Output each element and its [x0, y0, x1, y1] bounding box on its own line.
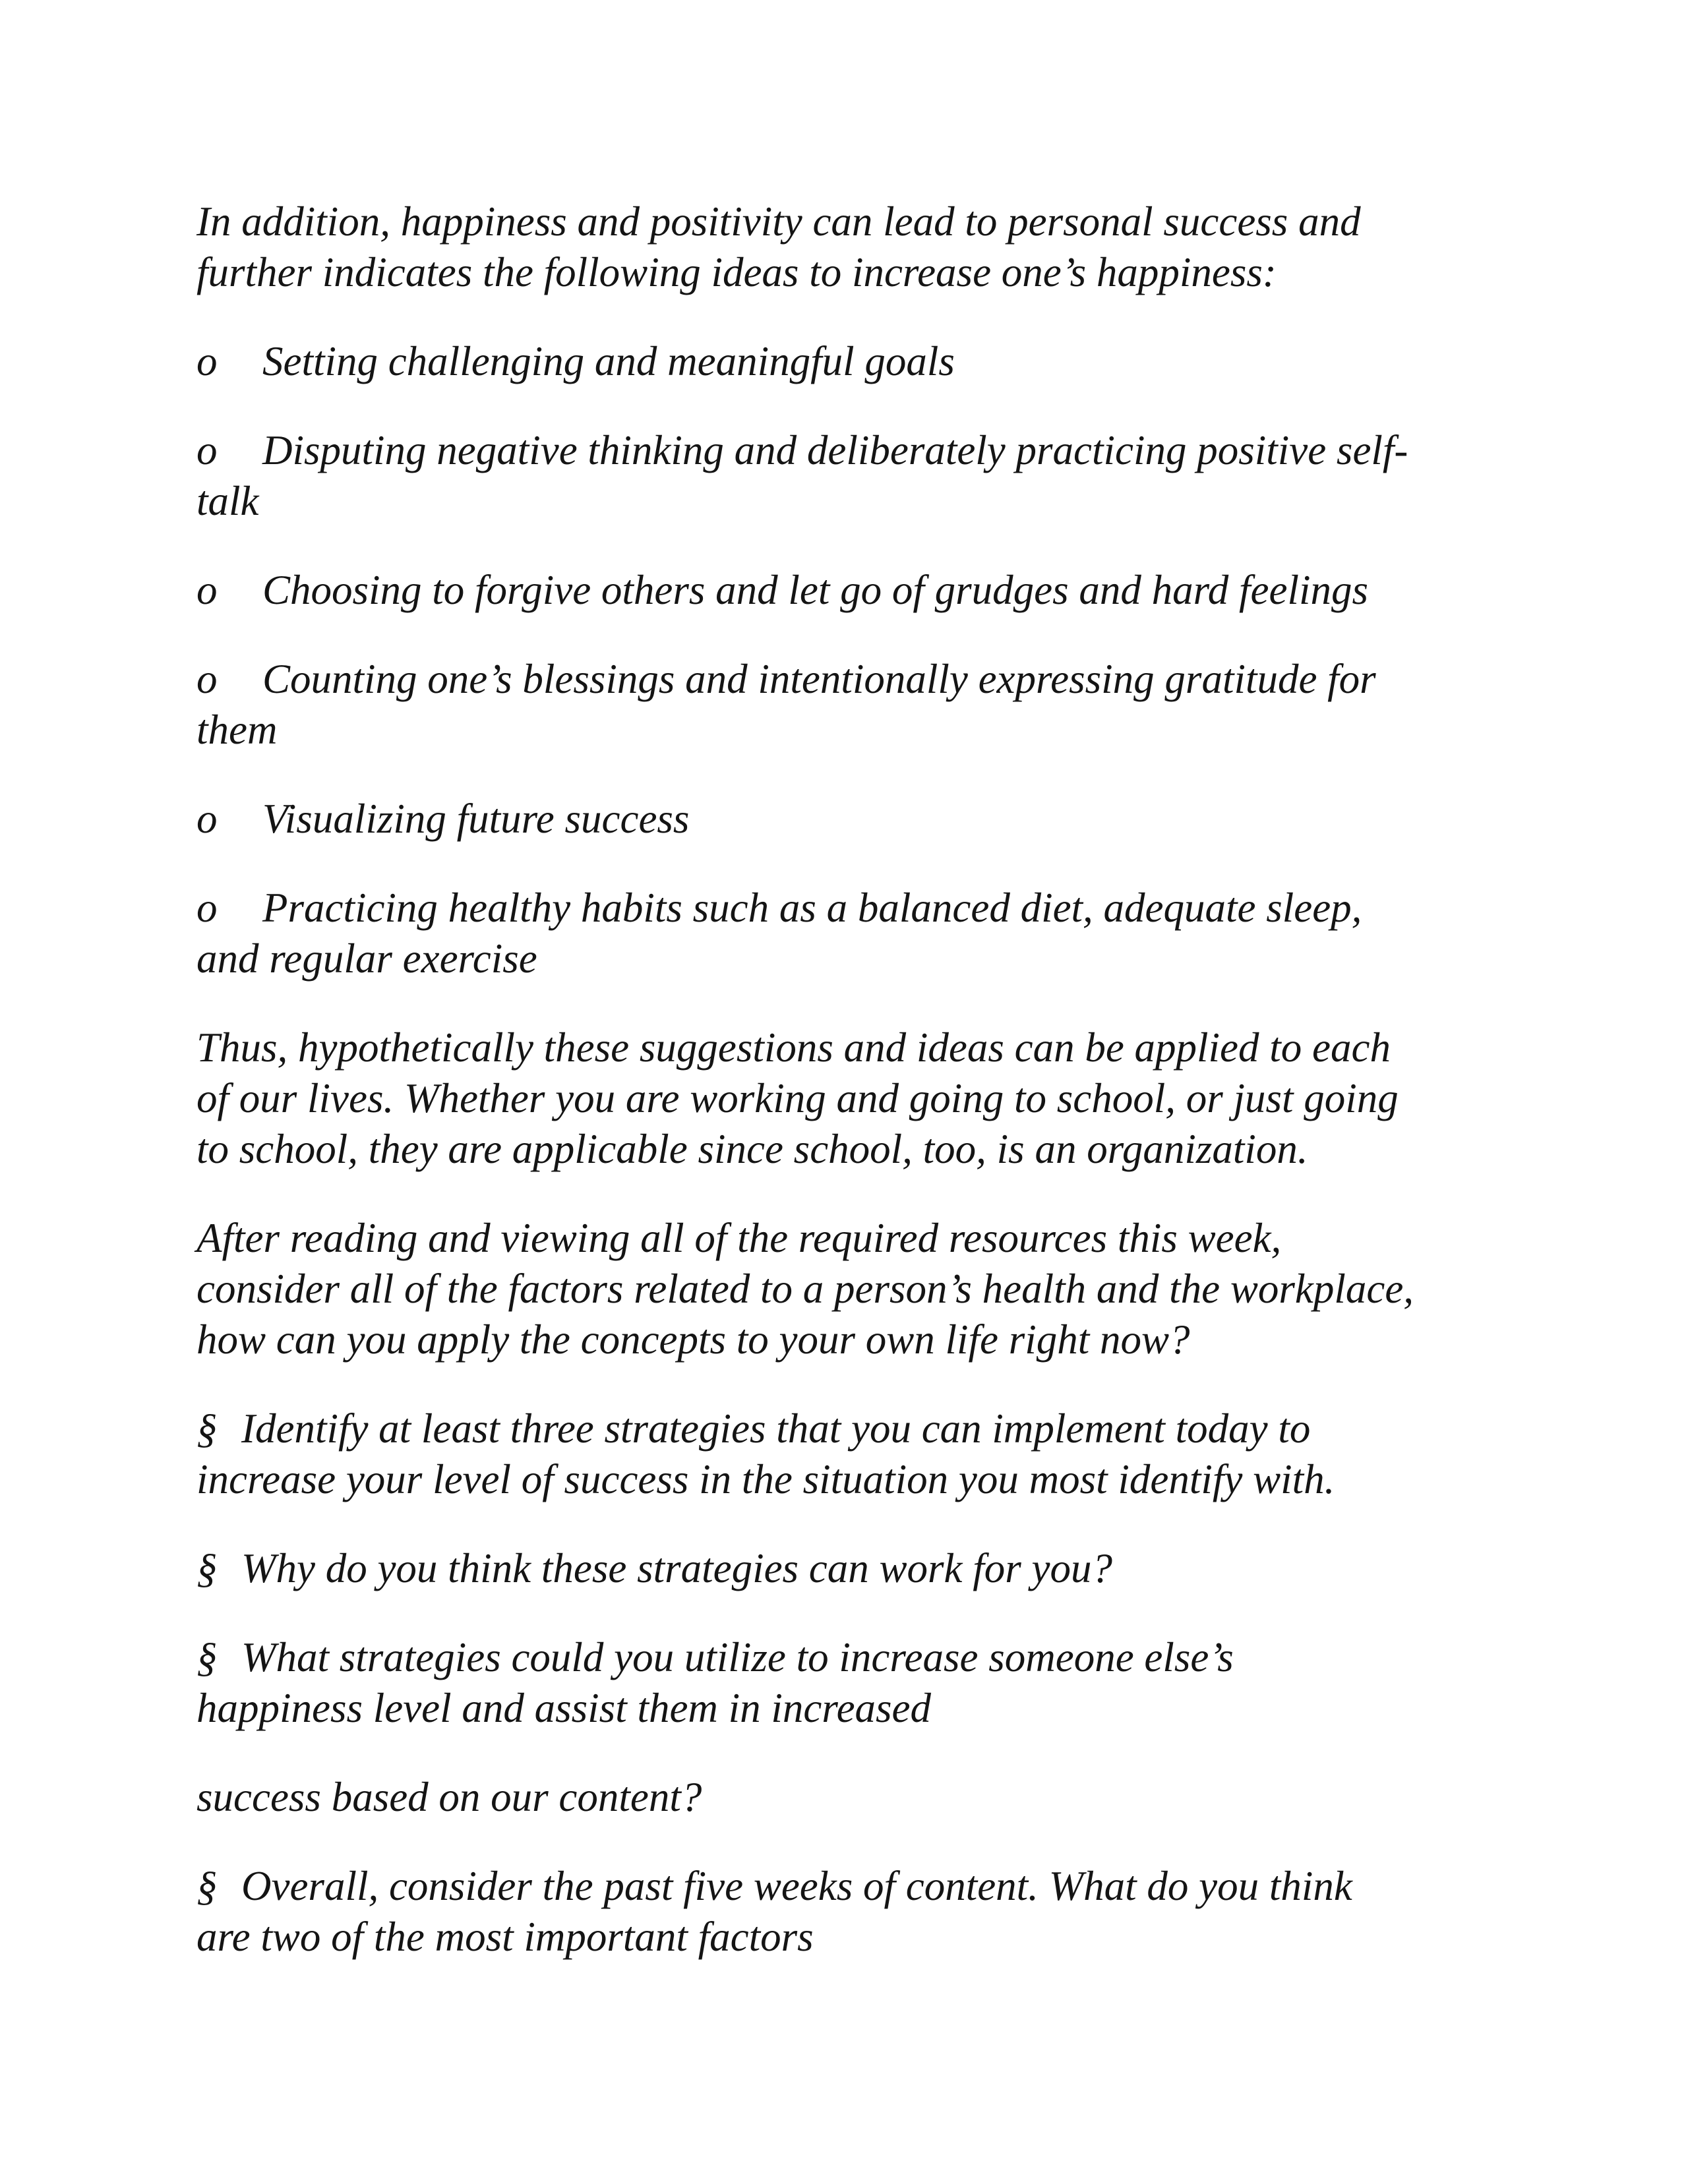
thus-line: Thus, hypothetically these suggestions and ideas can be applied to each [196, 1024, 1391, 1071]
bullet-item-forgive [196, 565, 1515, 616]
bullet-text: talk [196, 478, 259, 524]
bullet-marker: o [196, 796, 218, 842]
bullet-marker: o [196, 427, 218, 473]
intro-paragraph [196, 196, 1515, 298]
intro-line: In addition, happiness and positivity can lead to personal success and [196, 198, 1361, 245]
bullet-text: Disputing negative thinking and deliberately practicing positive self- [262, 427, 1408, 473]
continuation-paragraph [196, 1772, 1515, 1823]
thus-paragraph [196, 1022, 1515, 1175]
question-what-strategies [196, 1632, 1515, 1734]
bullet-item-visualizing [196, 794, 1515, 844]
thus-line: to school, they are applicable since school, too, is an organization. [196, 1126, 1308, 1172]
question-text: are two of the most important factors [196, 1914, 814, 1960]
question-text: Overall, consider the past five weeks of content. What do you think [241, 1863, 1352, 1909]
bullet-text: Visualizing future success [262, 796, 690, 842]
section-marker: § [196, 1634, 218, 1680]
question-text: Identify at least three strategies that you can implement today to [241, 1405, 1311, 1452]
section-marker: § [196, 1405, 218, 1452]
bullet-text: them [196, 707, 278, 753]
bullet-item-disputing [196, 425, 1515, 527]
after-line: After reading and viewing all of the required resources this week, [196, 1215, 1282, 1261]
bullet-item-goals [196, 336, 1515, 387]
continuation-line: success based on our content? [196, 1774, 702, 1820]
bullet-marker: o [196, 567, 218, 613]
question-text: increase your level of success in the situation you most identify with. [196, 1456, 1335, 1502]
section-marker: § [196, 1863, 218, 1909]
question-text: What strategies could you utilize to increase someone else’s [241, 1634, 1234, 1680]
bullet-text: and regular exercise [196, 935, 537, 982]
bullet-text: Counting one’s blessings and intentionally expressing gratitude for [262, 656, 1376, 702]
bullet-item-blessings [196, 654, 1515, 755]
question-why [196, 1543, 1515, 1594]
bullet-marker: o [196, 656, 218, 702]
intro-line: further indicates the following ideas to increase one’s happiness: [196, 249, 1277, 295]
document-body [196, 196, 1515, 2001]
after-line: how can you apply the concepts to your own life right now? [196, 1316, 1190, 1363]
section-marker: § [196, 1545, 218, 1591]
thus-line: of our lives. Whether you are working and going to school, or just going [196, 1075, 1399, 1121]
after-paragraph [196, 1213, 1515, 1365]
bullet-text: Choosing to forgive others and let go of grudges and hard feelings [262, 567, 1369, 613]
bullet-text: Practicing healthy habits such as a balanced diet, adequate sleep, [262, 885, 1362, 931]
bullet-marker: o [196, 885, 218, 931]
bullet-marker: o [196, 338, 218, 384]
bullet-text: Setting challenging and meaningful goals [262, 338, 955, 384]
question-text: happiness level and assist them in increased [196, 1685, 932, 1731]
question-identify [196, 1403, 1515, 1505]
after-line: consider all of the factors related to a person’s health and the workplace, [196, 1266, 1414, 1312]
question-overall [196, 1861, 1515, 1963]
question-text: Why do you think these strategies can work for you? [241, 1545, 1113, 1591]
bullet-item-habits [196, 883, 1515, 984]
